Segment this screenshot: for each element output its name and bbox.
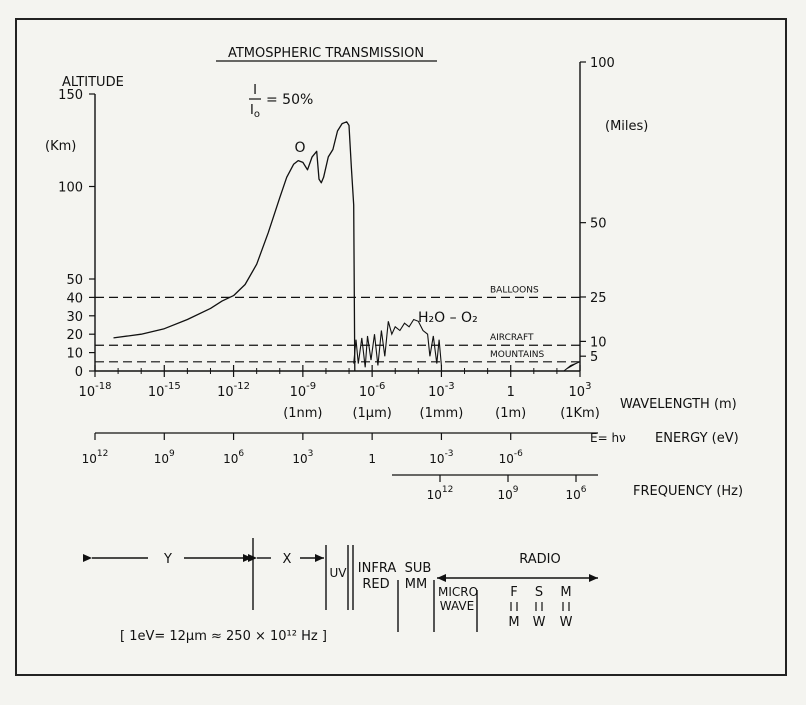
x-wavelength-tick-sublabel: (1nm) — [283, 406, 323, 421]
band-label-gamma: Y — [164, 552, 172, 567]
x-wavelength-tick-label: 1 — [506, 385, 515, 400]
ozone-label: O — [294, 140, 306, 156]
radio-band-bottom: W — [532, 615, 546, 630]
x-wavelength-tick-label: $10^{-6}$ — [358, 381, 386, 400]
reference-label-mountains: MOUNTAINS — [490, 349, 545, 360]
ozone-transmission-curve — [114, 122, 355, 371]
y-right-tick-label: 25 — [590, 290, 607, 306]
band-label-mm: MM — [404, 577, 428, 592]
y-left-label: ALTITUDE — [62, 75, 124, 90]
x-frequency-tick-label: $10^{12}$ — [426, 485, 454, 502]
radio-arrow-head — [589, 574, 598, 582]
radio-arrow-tail — [437, 574, 446, 582]
y-left-tick-label: 20 — [66, 328, 83, 344]
band-label-wave: WAVE — [439, 599, 475, 613]
band-label-xray: X — [282, 552, 292, 567]
radio-band-bottom: M — [508, 615, 520, 630]
x-wavelength-tick-label: $10^3$ — [568, 381, 592, 400]
radio-band-top: S — [534, 585, 544, 600]
x-frequency-tick-label: $10^9$ — [497, 485, 519, 502]
x-energy-tick-label: $10^{12}$ — [81, 449, 109, 466]
x-energy-tick-label: $10^9$ — [153, 449, 175, 466]
x-energy-tick-label: 1 — [368, 452, 376, 466]
ratio-denominator: $I_o$ — [250, 103, 260, 120]
reference-label-aircraft: AIRCRAFT — [490, 333, 534, 344]
x-wavelength-tick-sublabel: (1m) — [495, 406, 527, 421]
x-wavelength-tick-sublabel: (1μm) — [352, 406, 392, 421]
energy-equation: E= hν — [590, 431, 626, 445]
x-energy-label: ENERGY (eV) — [655, 431, 739, 446]
x-energy-tick-label: $10^6$ — [223, 449, 245, 466]
band-label-sub: SUB — [404, 561, 432, 576]
x-wavelength-tick-label: $10^{-3}$ — [428, 381, 455, 400]
y-right-unit: (Miles) — [605, 119, 649, 134]
x-wavelength-tick-sublabel: (1mm) — [419, 406, 464, 421]
x-frequency-label: FREQUENCY (Hz) — [633, 484, 744, 499]
gamma-arrow-left-head — [83, 554, 92, 562]
y-left-tick-label: 0 — [74, 365, 83, 380]
reference-label-balloons: BALLOONS — [490, 285, 539, 296]
band-label-uv: UV — [329, 566, 347, 580]
x-wavelength-tick-label: $10^{-18}$ — [78, 381, 112, 400]
x-energy-tick-label: $10^{-3}$ — [429, 449, 454, 466]
y-right-tick-label: 100 — [590, 56, 615, 71]
radio-band-top: M — [560, 585, 572, 600]
conversion-footnote: [ 1eV= 12μm ≈ 250 × 10¹² Hz ] — [120, 629, 327, 644]
radio-edge-trace — [564, 362, 580, 371]
radio-band-top: F — [510, 585, 518, 600]
band-label-radio: RADIO — [519, 552, 561, 567]
y-left-tick-label: 30 — [66, 309, 83, 325]
y-right-tick-label: 50 — [590, 216, 607, 232]
y-left-tick-label: 150 — [58, 88, 83, 103]
x-energy-tick-label: $10^{-6}$ — [498, 449, 523, 466]
y-right-tick-label: 5 — [590, 350, 599, 366]
infrared-transmission-trace — [354, 320, 442, 368]
y-left-unit: (Km) — [45, 139, 77, 154]
x-wavelength-tick-label: $10^{-9}$ — [289, 381, 317, 400]
x-wavelength-tick-sublabel: (1Km) — [560, 406, 600, 421]
xray-arrow-right-head — [315, 554, 324, 562]
x-wavelength-tick-label: $10^{-15}$ — [147, 381, 181, 400]
x-wavelength-label: WAVELENGTH (m) — [620, 397, 737, 412]
y-left-tick-label: 100 — [58, 180, 83, 196]
ratio-numerator: I — [253, 83, 257, 98]
ratio-value: = 50% — [266, 92, 314, 108]
chart-title: ATMOSPHERIC TRANSMISSION — [227, 46, 425, 61]
band-label-red: RED — [362, 577, 390, 592]
band-label-infra: INFRA — [357, 561, 397, 576]
y-right-tick-label: 10 — [590, 335, 607, 351]
y-left-tick-label: 40 — [66, 291, 83, 307]
y-left-tick-label: 50 — [66, 273, 83, 288]
x-energy-tick-label: $10^3$ — [292, 449, 314, 466]
y-left-tick-label: 10 — [66, 346, 83, 362]
band-label-micro: MICRO — [437, 585, 479, 599]
x-wavelength-tick-label: $10^{-12}$ — [217, 381, 251, 400]
x-frequency-tick-label: $10^6$ — [565, 485, 587, 502]
radio-band-bottom: W — [559, 615, 573, 630]
water-oxygen-label: H₂O – O₂ — [418, 310, 478, 326]
